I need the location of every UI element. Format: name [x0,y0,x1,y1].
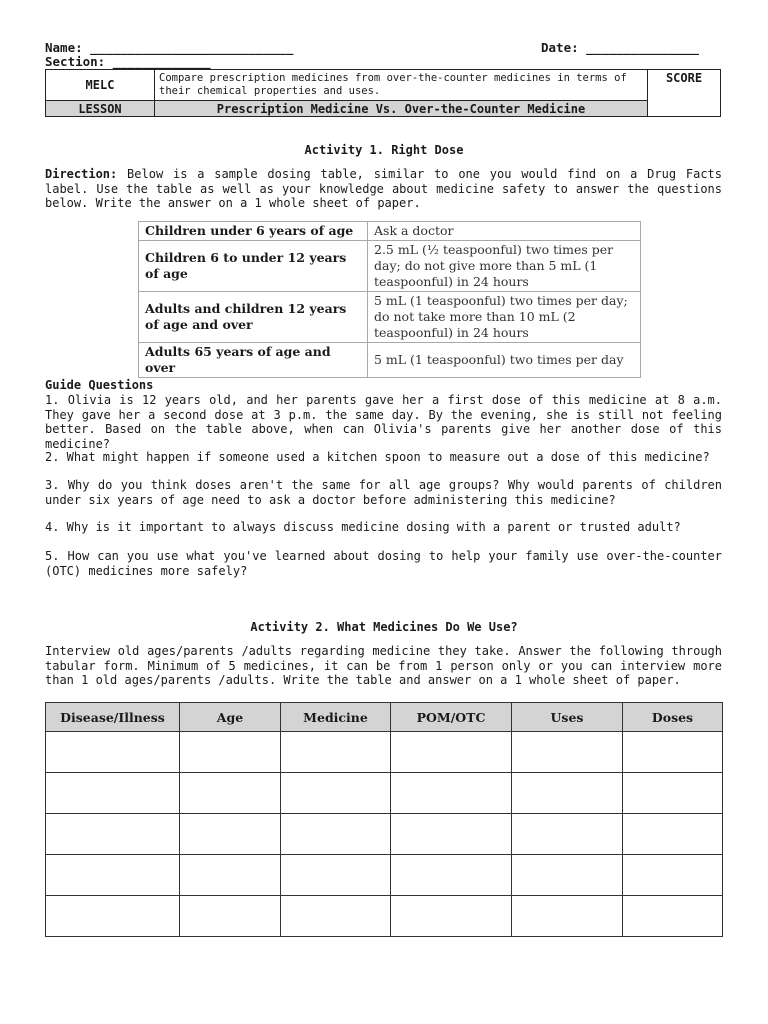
answer-cell[interactable] [391,814,512,855]
medicine-interview-table [45,702,723,937]
guide-question: 5. How can you use what you've learned about dosing to help your family use over-the-counter (OTC) medicines more safely? [45,549,722,578]
date-blank-line[interactable]: _______________ [586,40,700,55]
answer-cell[interactable] [512,732,623,773]
guide-question: 2. What might happen if someone used a kitchen spoon to measure out a dose of this medicine? [45,450,710,464]
column-header-pom-otc: POM/OTC [391,703,512,732]
answer-cell[interactable] [281,773,391,814]
dosing-dose: 2.5 mL (½ teaspoonful) two times per day; do not give more than 5 mL (1 teaspoonful) in 24 hours [368,241,641,292]
answer-cell[interactable] [180,855,281,896]
melc-lesson-table [45,69,721,117]
dosing-row [139,343,641,378]
answer-cell[interactable] [391,855,512,896]
table-header-row [46,703,723,732]
answer-cell[interactable] [281,732,391,773]
column-header-uses: Uses [512,703,623,732]
table-row [46,896,723,937]
dosing-age: Adults 65 years of age and over [139,343,368,378]
column-header-age: Age [180,703,281,732]
answer-cell[interactable] [623,732,723,773]
section-blank-line[interactable]: _____________ [112,54,211,69]
answer-cell[interactable] [512,773,623,814]
answer-cell[interactable] [623,773,723,814]
answer-cell[interactable] [46,855,180,896]
answer-cell[interactable] [180,896,281,937]
guide-question: 1. Olivia is 12 years old, and her parents gave her a first dose of this medicine at 8 a.m. They gave her a second dose at 3 p.m. the same day. By the evening, she is still not feeling better. Based on the table above, when can Olivia's parents give her another dose of this medicine? [45,393,722,451]
section-label: Section: [45,54,113,69]
dosing-dose: 5 mL (1 teaspoonful) two times per day [368,343,641,378]
table-row [46,814,723,855]
column-header-medicine: Medicine [281,703,391,732]
answer-cell[interactable] [623,896,723,937]
guide-questions-title: Guide Questions [45,378,154,392]
lesson-label: LESSON [46,101,155,117]
name-field [45,40,293,55]
direction-label: Direction: [45,167,118,181]
answer-cell[interactable] [46,732,180,773]
answer-cell[interactable] [180,773,281,814]
date-label: Date: [541,40,587,55]
melc-label: MELC [46,70,155,101]
name-blank-line[interactable]: ___________________________ [90,40,294,55]
table-row [46,855,723,896]
dosing-age: Children under 6 years of age [139,222,368,241]
name-label: Name: [45,40,91,55]
table-row [46,732,723,773]
dosing-row [139,241,641,292]
answer-cell[interactable] [46,773,180,814]
answer-cell[interactable] [281,896,391,937]
guide-question: 3. Why do you think doses aren't the same for all age groups? Why would parents of children under six years of age need to ask a doctor before administering this medicine? [45,478,722,507]
answer-cell[interactable] [281,855,391,896]
guide-question: 4. Why is it important to always discuss medicine dosing with a parent or trusted adult? [45,520,681,534]
activity2-instructions: Interview old ages/parents /adults regarding medicine they take. Answer the following through tabular form. Minimum of 5 medicines, it can be from 1 person only or you can interview more than 1 old ages/parents /adults. Write the table and answer on a 1 whole sheet of paper. [45,644,722,687]
answer-cell[interactable] [512,855,623,896]
answer-cell[interactable] [46,814,180,855]
answer-cell[interactable] [623,814,723,855]
date-field [541,40,699,55]
answer-cell[interactable] [512,896,623,937]
answer-cell[interactable] [391,896,512,937]
section-field [45,54,211,69]
answer-cell[interactable] [180,814,281,855]
answer-cell[interactable] [281,814,391,855]
dosing-age: Adults and children 12 years of age and over [139,292,368,343]
answer-cell[interactable] [46,896,180,937]
score-box[interactable] [648,70,721,117]
answer-cell[interactable] [391,773,512,814]
score-label: SCORE [665,71,703,85]
activity1-title: Activity 1. Right Dose [304,143,464,157]
column-header-doses: Doses [623,703,723,732]
activity2-title: Activity 2. What Medicines Do We Use? [250,620,518,634]
dosing-row [139,222,641,241]
answer-cell[interactable] [391,732,512,773]
melc-text: Compare prescription medicines from over-the-counter medicines in terms of their chemical properties and uses. [155,70,648,101]
column-header-disease: Disease/Illness [46,703,180,732]
dosing-age: Children 6 to under 12 years of age [139,241,368,292]
answer-cell[interactable] [623,855,723,896]
dosing-dose: Ask a doctor [368,222,641,241]
activity1-direction [45,167,722,211]
answer-cell[interactable] [180,732,281,773]
direction-text: Below is a sample dosing table, similar to one you would find on a Drug Facts label. Use the table as well as your knowledge about medicine safety to answer the questions below. Write the answer on a 1 whole sheet of paper. [45,167,722,210]
dosing-dose: 5 mL (1 teaspoonful) two times per day; do not take more than 10 mL (2 teaspoonful) in 24 hours [368,292,641,343]
answer-cell[interactable] [512,814,623,855]
dosing-table [138,221,641,378]
table-row [46,773,723,814]
dosing-row [139,292,641,343]
lesson-title: Prescription Medicine Vs. Over-the-Counter Medicine [155,101,648,117]
